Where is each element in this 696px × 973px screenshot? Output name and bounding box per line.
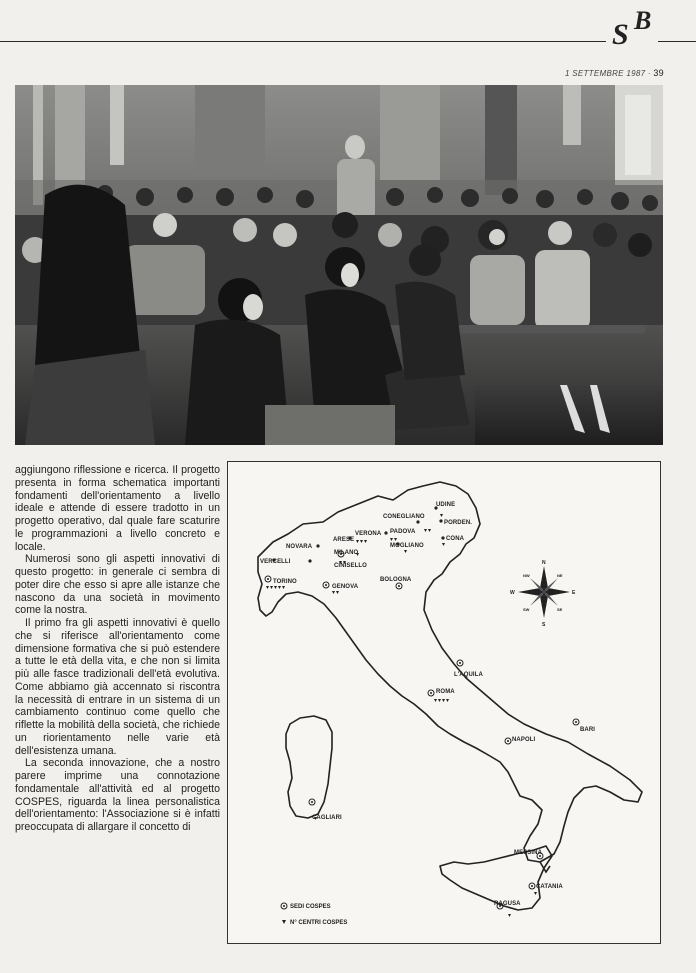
map-legend	[281, 903, 347, 926]
compass-e: E	[572, 590, 576, 596]
city-label: CONA	[446, 536, 465, 542]
audience-photo	[15, 85, 663, 445]
page-number: 39	[653, 68, 664, 78]
article-paragraph: Numerosi sono gli aspetti innovativi di questo progetto: in generale ci sembra di poter dire che esso si apre alle istanze che nascono da una società in movimento come la nostra.	[15, 553, 220, 617]
italy-map	[227, 461, 661, 944]
article-column	[15, 464, 220, 834]
issue-date: 1 SETTEMBRE 1987	[564, 69, 646, 78]
compass-nw: NW	[523, 573, 530, 578]
article-paragraph: La seconda innovazione, che a nostro parere imprime una connotazione fondamentale all'attività ed al progetto COSPES, riguarda la linea personalistica dell'orientamento: l'Associazione si è infatti preoccupata di allargare il concetto di	[15, 757, 220, 833]
compass-w: W	[510, 590, 515, 596]
city-label: VERCELLI	[260, 559, 291, 565]
city-label: BOLOGNA	[380, 577, 412, 583]
separator: ·	[647, 69, 651, 78]
city-label: PORDEN.	[444, 520, 473, 526]
city-label: CINISELLO	[334, 563, 367, 569]
city-label: CONEGLIANO	[383, 514, 425, 520]
city-label: MOGLIANO	[390, 543, 424, 549]
city-label: CATANIA	[536, 884, 563, 890]
city-label: GENOVA	[332, 584, 359, 590]
city-label: UDINE	[436, 502, 456, 508]
city-label: PADOVA	[390, 529, 416, 535]
city-label: L'AQUILA	[454, 672, 483, 678]
article-paragraph: Il primo fra gli aspetti innovativi è quello che si riferisce all'orientamento come dimensione formativa che si può estendere a tutte le età della vita, e che non si limita più alle fasce tradizionali dell'età evolutiva. Come abbiamo già accennato si riscontra la necessità di entrare in un sistema di un cambiamento continuo come quello che riflette la mobilità della società, che richiede un riorientamento nelle varie età dell'esistenza umana.	[15, 617, 220, 757]
city-label: MILANO	[334, 550, 359, 556]
city-label: NAPOLI	[512, 737, 536, 743]
city-label: TORINO	[273, 579, 297, 585]
logo-letter-b: B	[634, 6, 652, 35]
page-info	[565, 68, 664, 78]
legend-centri: N° CENTRI COSPES	[290, 920, 348, 926]
sb-logo	[612, 6, 658, 52]
compass-se: SE	[557, 607, 563, 612]
article-paragraph: aggiungono riflessione e ricerca. Il progetto presenta in forma schematica importanti fondamenti dell'orientamento a livello ideale e attende di essere tradotto in un progetto operativo, dal quale fare scaturire le programmazioni a livello concreto e locale.	[15, 464, 220, 553]
compass-s: S	[542, 622, 546, 628]
compass-rose	[510, 560, 576, 628]
city-label: RAGUSA	[494, 901, 521, 907]
city-label: CAGLIARI	[312, 815, 342, 821]
city-label: ARESE	[333, 537, 355, 543]
city-label: NOVARA	[286, 544, 313, 550]
city-label: VERONA	[355, 531, 382, 537]
logo-letter-s: S	[612, 18, 629, 51]
city-label: MESSINA	[514, 850, 543, 856]
header-rule	[0, 41, 606, 42]
compass-sw: SW	[523, 607, 530, 612]
compass-n: N	[542, 560, 546, 566]
header-rule-right	[658, 41, 696, 42]
city-label: BARI	[580, 727, 596, 733]
city-label: ROMA	[436, 689, 455, 695]
compass-ne: NE	[557, 573, 563, 578]
legend-sedi: SEDI COSPES	[290, 904, 331, 910]
